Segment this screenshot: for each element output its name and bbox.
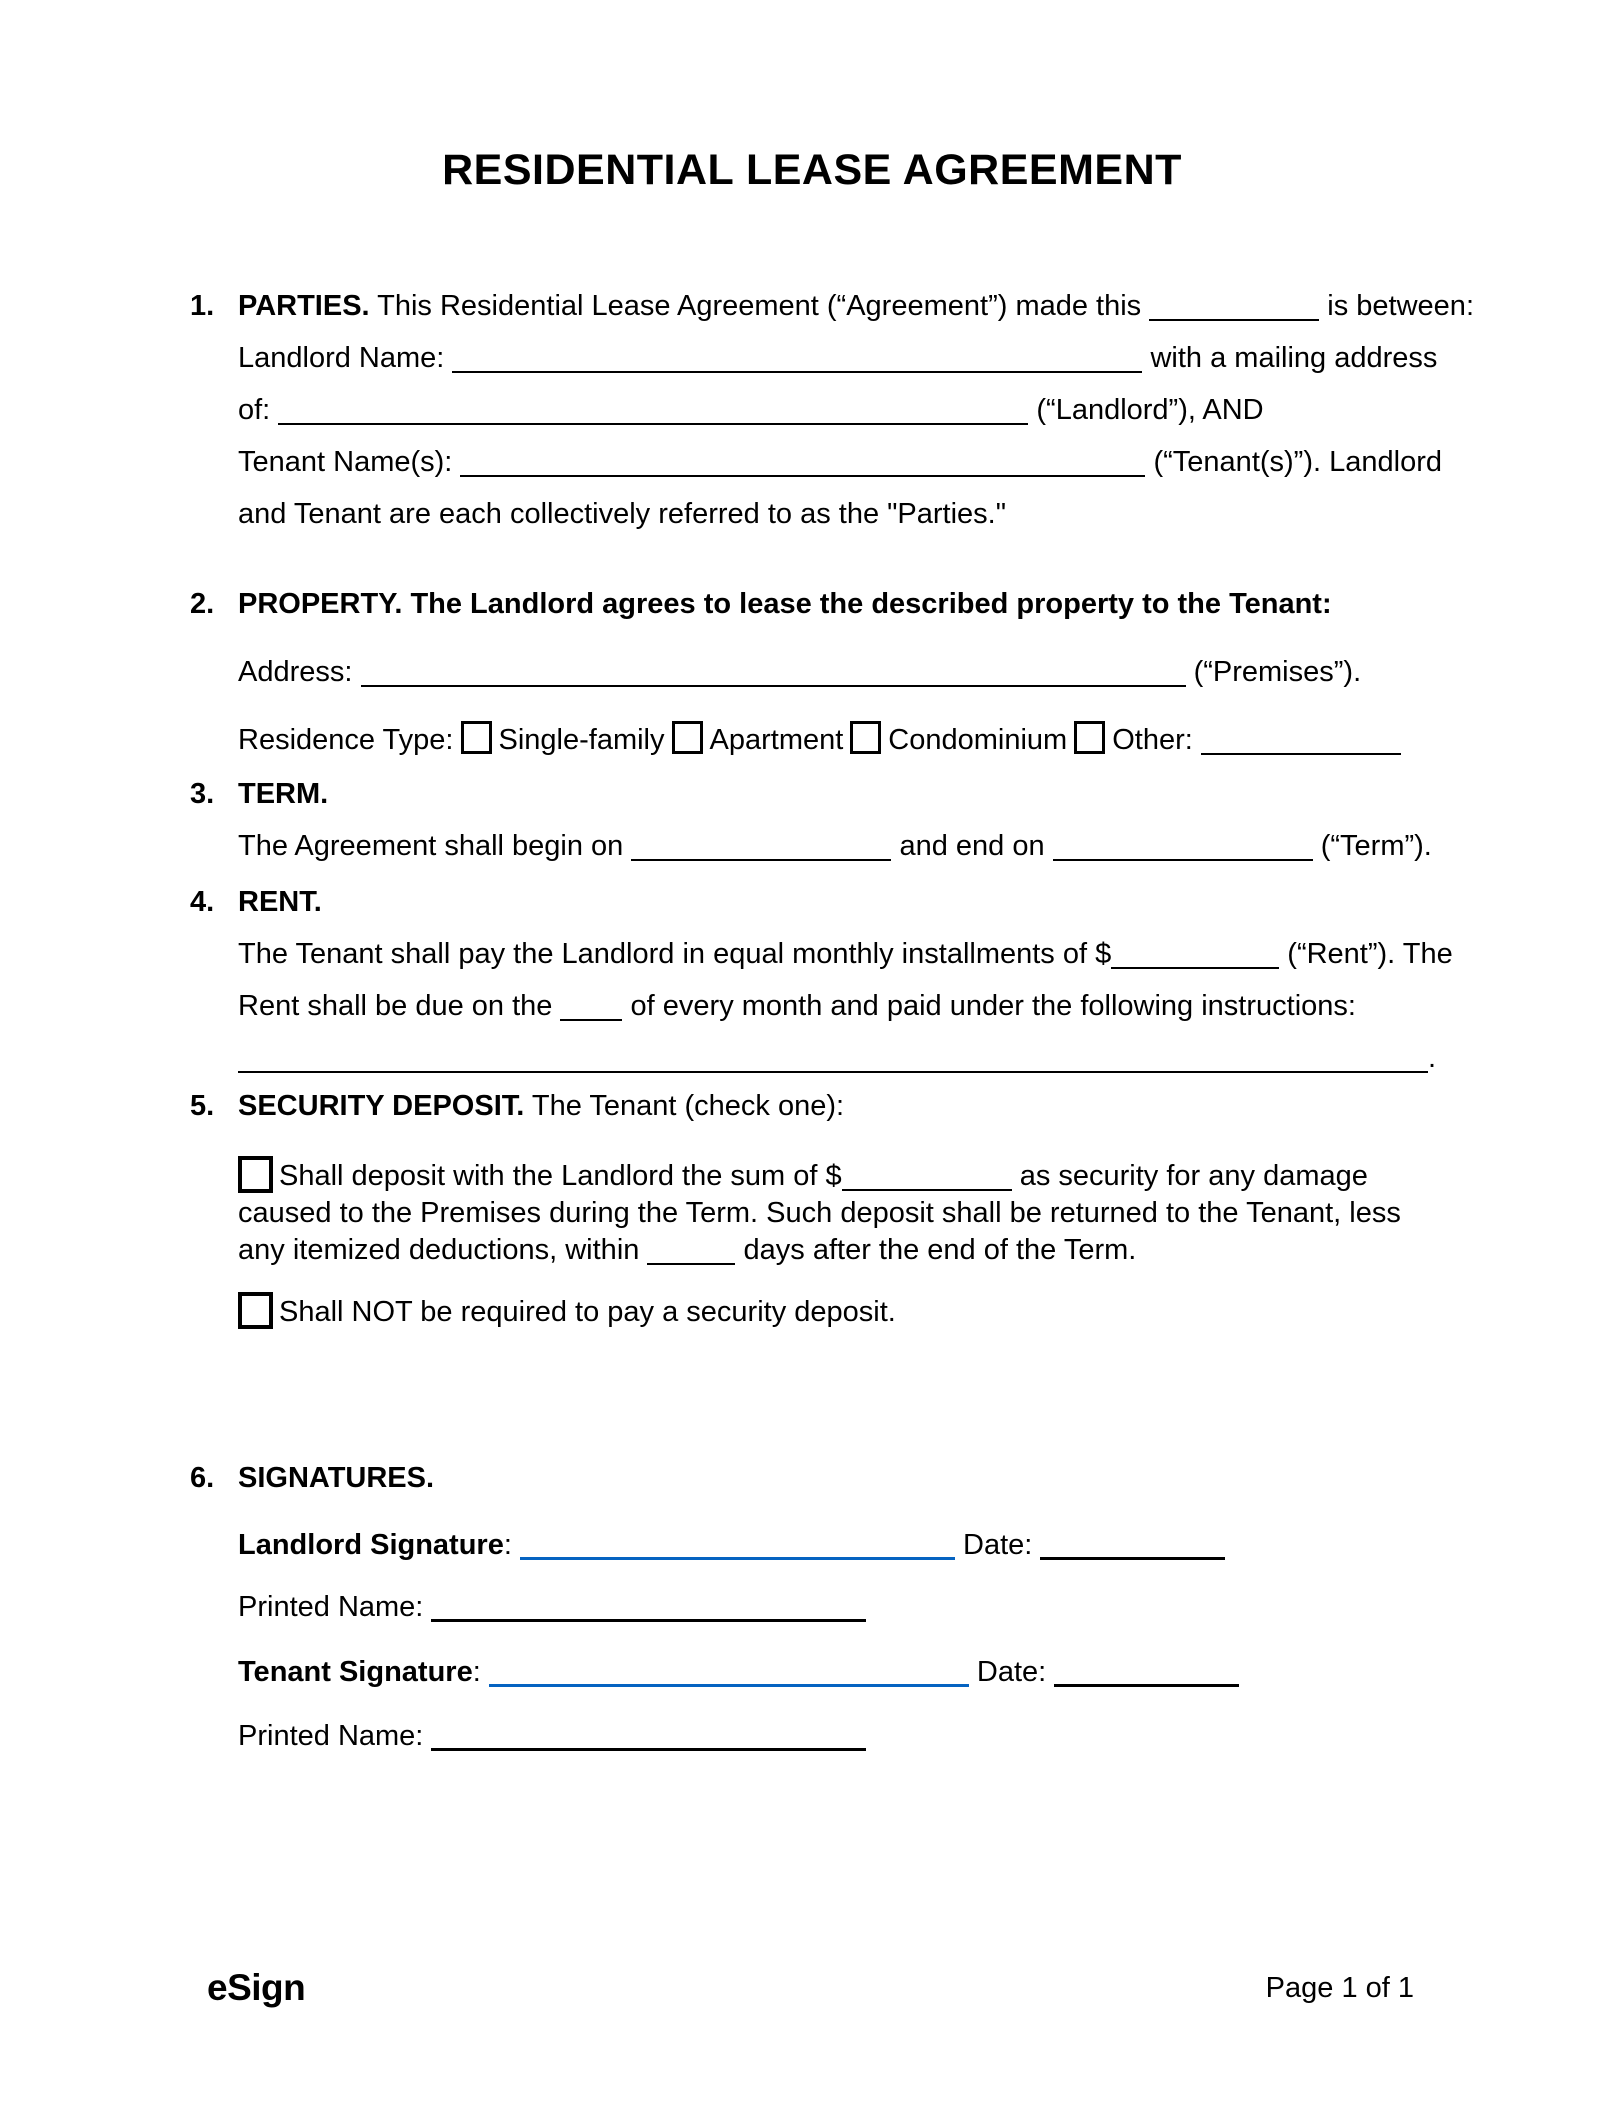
landlord-address-after: (“Landlord”), AND [1036,394,1264,426]
term-heading-line [238,768,1444,820]
term-middle-text: and end on [899,830,1045,862]
tenant-date-blank[interactable] [1054,1684,1239,1687]
landlord-address-line [238,384,1444,436]
tenant-name-line [238,436,1444,488]
section-term [190,768,1444,872]
property-address-line [238,646,1444,698]
other-checkbox[interactable] [1074,721,1105,754]
other-residence-blank[interactable] [1201,753,1401,755]
condominium-label: Condominium [888,724,1068,756]
parties-intro-line [238,280,1474,332]
term-body-line [238,820,1444,872]
term-heading: TERM. [238,778,329,810]
landlord-signature-row [238,1519,1444,1571]
tenant-signature-row [238,1646,1444,1698]
section-number: 3. [190,778,215,810]
landlord-signature-colon: : [503,1529,512,1561]
deposit-heading-rest: The Tenant (check one): [531,1090,845,1122]
section-number: 6. [190,1462,215,1494]
agreement-date-blank[interactable] [1149,319,1319,321]
property-address-blank[interactable] [361,685,1186,687]
apartment-checkbox[interactable] [672,721,703,754]
section-security-deposit [190,1080,1444,1338]
section-number: 4. [190,886,215,918]
section-number: 2. [190,588,215,620]
landlord-address-label: of: [238,394,271,426]
deposit-return-days-blank[interactable] [647,1263,735,1265]
rent-due-after: of every month and paid under the following instructions: [630,990,1356,1022]
tenant-printed-name-label: Printed Name: [238,1720,424,1752]
landlord-printed-name-label: Printed Name: [238,1591,424,1623]
deposit-option-1 [238,1156,1444,1269]
payment-instructions-blank[interactable] [238,1071,1428,1073]
condominium-checkbox[interactable] [850,721,881,754]
section-property [190,578,1444,766]
tenant-date-label: Date: [976,1656,1047,1688]
tenant-printed-name-blank[interactable] [431,1748,866,1751]
parties-intro-after: is between: [1327,290,1474,322]
apartment-label: Apartment [709,724,844,756]
tenant-signature-label: Tenant Signature [238,1656,473,1688]
document-title: RESIDENTIAL LEASE AGREEMENT [442,146,1182,194]
residence-type-line [238,714,1444,766]
landlord-date-blank[interactable] [1040,1557,1225,1560]
rent-instructions-line [238,1032,1444,1084]
rent-line-1 [238,928,1453,980]
property-address-label: Address: [238,656,353,688]
page-footer [190,1962,1444,2014]
landlord-name-line [238,332,1444,384]
rent-heading: RENT. [238,886,322,918]
rent-heading-line [238,876,1444,928]
deposit-option1-after: days after the end of the Term. [743,1234,1137,1266]
landlord-address-blank[interactable] [278,423,1028,425]
rent-due-before: Rent shall be due on the [238,990,553,1022]
deposit-option1-middle: as security for any damage caused to the Premises during the Term. Such deposit shall be returned to the Tenant, less any itemized deductions, within [238,1160,1401,1266]
landlord-printed-name-blank[interactable] [431,1619,866,1622]
rent-line-2 [238,980,1444,1032]
landlord-name-label: Landlord Name: [238,342,445,374]
deposit-option1-before: Shall deposit with the Landlord the sum of $ [279,1160,842,1192]
signatures-heading: SIGNATURES. [238,1462,435,1494]
landlord-name-blank[interactable] [452,371,1142,373]
parties-heading: PARTIES. [238,290,370,322]
landlord-name-after: with a mailing address [1150,342,1438,374]
term-start-date-blank[interactable] [631,859,891,861]
page-indicator: Page 1 of 1 [1265,1972,1414,2004]
deposit-amount-blank[interactable] [842,1189,1012,1191]
section-number: 1. [190,290,215,322]
section-signatures [190,1452,1444,1762]
single-family-label: Single-family [498,724,665,756]
term-begin-text: The Agreement shall begin on [238,830,624,862]
property-heading-rest: The Landlord agrees to lease the described property to the Tenant: [410,588,1332,620]
parties-closing-text: and Tenant are each collectively referred to as the "Parties." [238,498,1007,530]
esign-logo: eSign [207,1967,306,2008]
tenant-signature-field[interactable] [489,1684,969,1687]
tenant-name-blank[interactable] [460,475,1145,477]
rent-text-after: (“Rent”). The [1287,938,1453,970]
landlord-printed-name-row [238,1581,1444,1633]
parties-closing-line [238,488,1444,540]
single-family-checkbox[interactable] [461,721,492,754]
term-end-text: (“Term”). [1320,830,1432,862]
term-end-date-blank[interactable] [1053,859,1313,861]
deposit-heading: SECURITY DEPOSIT. [238,1090,525,1122]
section-rent [190,876,1453,1084]
residence-type-label: Residence Type: [238,724,454,756]
rent-text-before: The Tenant shall pay the Landlord in equal monthly installments of $ [238,938,1112,970]
property-heading-line [238,578,1444,630]
section-number: 5. [190,1090,215,1122]
rent-line-period: . [1428,1042,1437,1074]
property-heading: PROPERTY. [238,588,403,620]
tenant-name-after: (“Tenant(s)”). Landlord [1153,446,1442,478]
tenant-printed-name-row [238,1710,1444,1762]
landlord-date-label: Date: [963,1529,1033,1561]
section-parties [190,280,1474,540]
other-label: Other: [1112,724,1193,756]
deposit-required-checkbox[interactable] [238,1156,273,1193]
landlord-signature-label: Landlord Signature [238,1529,504,1561]
landlord-signature-field[interactable] [520,1557,955,1560]
tenant-name-label: Tenant Name(s): [238,446,453,478]
deposit-option2-text: Shall NOT be required to pay a security deposit. [279,1296,896,1328]
no-deposit-checkbox[interactable] [238,1292,273,1329]
tenant-signature-colon: : [472,1656,481,1688]
signatures-heading-line [238,1452,1444,1504]
rent-due-day-blank[interactable] [560,1019,622,1021]
parties-intro-text: This Residential Lease Agreement (“Agreement”) made this [377,290,1142,322]
rent-amount-blank[interactable] [1111,967,1279,969]
deposit-option-2 [238,1286,1444,1338]
deposit-heading-line [238,1080,1444,1132]
property-address-after: (“Premises”). [1193,656,1362,688]
